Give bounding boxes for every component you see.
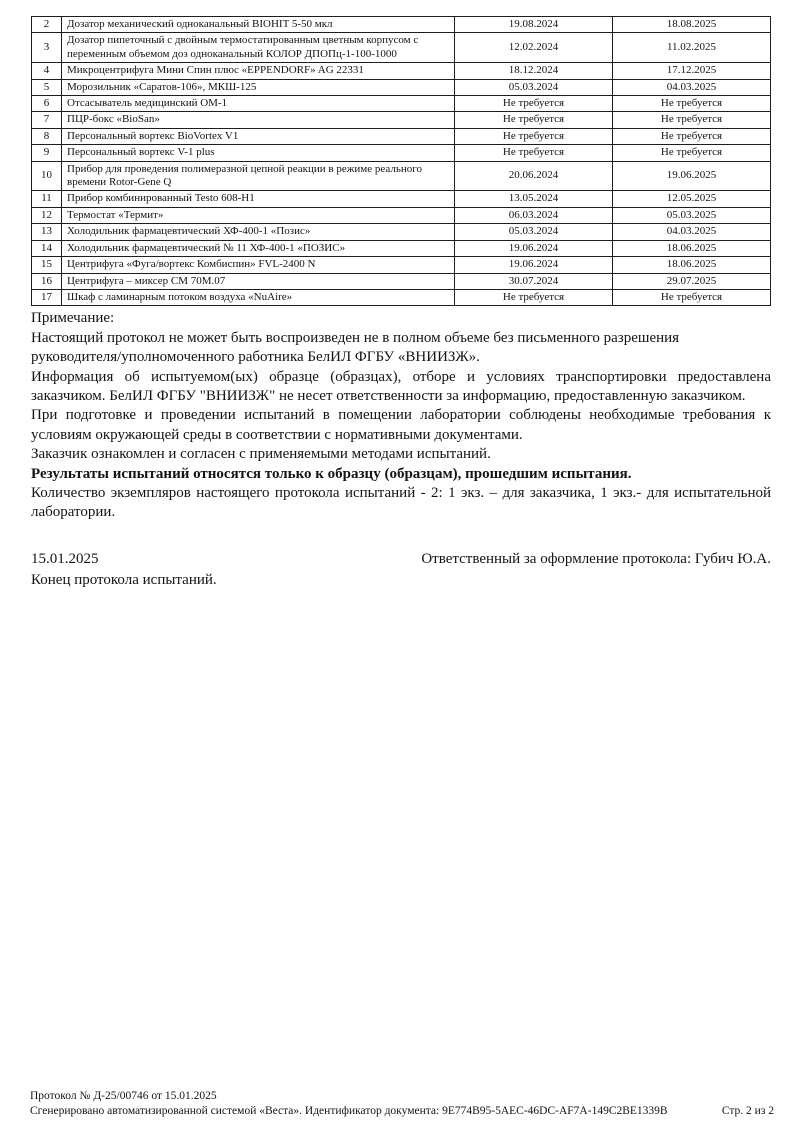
page-content bbox=[31, 16, 771, 591]
row-number-cell: 13 bbox=[32, 224, 62, 240]
table-row bbox=[32, 257, 771, 273]
next-verification-date-cell: Не требуется bbox=[613, 145, 771, 161]
table-row bbox=[32, 224, 771, 240]
next-verification-date-cell: Не требуется bbox=[613, 128, 771, 144]
equipment-name-cell: Отсасыватель медицинский ОМ-1 bbox=[62, 96, 455, 112]
table-row bbox=[32, 63, 771, 79]
equipment-name-cell: Морозильник «Саратов-106», МКШ-125 bbox=[62, 79, 455, 95]
equipment-name-cell: Дозатор механический одноканальный BIOHIT 5-50 мкл bbox=[62, 17, 455, 33]
equipment-name-cell: Микроцентрифуга Мини Спин плюс «EPPENDORF» AG 22331 bbox=[62, 63, 455, 79]
row-number-cell: 7 bbox=[32, 112, 62, 128]
row-number-cell: 3 bbox=[32, 33, 62, 63]
verification-date-cell: 19.06.2024 bbox=[455, 240, 613, 256]
table-row bbox=[32, 207, 771, 223]
row-number-cell: 15 bbox=[32, 257, 62, 273]
equipment-table bbox=[31, 16, 771, 306]
equipment-name-cell: Холодильник фармацевтический № 11 ХФ-400-1 «ПОЗИС» bbox=[62, 240, 455, 256]
next-verification-date-cell: 04.03.2025 bbox=[613, 224, 771, 240]
equipment-name-cell: Центрифуга «Фуга/вортекс Комбиспин» FVL-2400 N bbox=[62, 257, 455, 273]
table-row bbox=[32, 191, 771, 207]
row-number-cell: 5 bbox=[32, 79, 62, 95]
table-row bbox=[32, 17, 771, 33]
table-row bbox=[32, 145, 771, 161]
next-verification-date-cell: Не требуется bbox=[613, 96, 771, 112]
verification-date-cell: 30.07.2024 bbox=[455, 273, 613, 289]
next-verification-date-cell: 17.12.2025 bbox=[613, 63, 771, 79]
verification-date-cell: 05.03.2024 bbox=[455, 79, 613, 95]
note-paragraph: Количество экземпляров настоящего протокола испытаний - 2: 1 экз. – для заказчика, 1 экз.- для испытательной лаборатории. bbox=[31, 484, 771, 521]
end-of-protocol-line: Конец протокола испытаний. bbox=[31, 572, 217, 589]
table-row bbox=[32, 161, 771, 191]
row-number-cell: 8 bbox=[32, 128, 62, 144]
verification-date-cell: 13.05.2024 bbox=[455, 191, 613, 207]
next-verification-date-cell: Не требуется bbox=[613, 112, 771, 128]
row-number-cell: 10 bbox=[32, 161, 62, 191]
next-verification-date-cell: 18.06.2025 bbox=[613, 257, 771, 273]
footer-generated-line: Сгенерировано автоматизированной системой «Веста». Идентификатор документа: 9E774B95-5AEC-46DC-AF7A-149C2BE1339B bbox=[30, 1105, 668, 1117]
equipment-name-cell: Персональный вортекс BioVortex V1 bbox=[62, 128, 455, 144]
equipment-name-cell: Прибор для проведения полимеразной цепной реакции в режиме реального времени Rotor-Gene Q bbox=[62, 161, 455, 191]
row-number-cell: 4 bbox=[32, 63, 62, 79]
verification-date-cell: 12.02.2024 bbox=[455, 33, 613, 63]
next-verification-date-cell: 05.03.2025 bbox=[613, 207, 771, 223]
equipment-name-cell: Персональный вортекс V-1 plus bbox=[62, 145, 455, 161]
equipment-name-cell: Прибор комбинированный Testo 608-H1 bbox=[62, 191, 455, 207]
row-number-cell: 12 bbox=[32, 207, 62, 223]
row-number-cell: 11 bbox=[32, 191, 62, 207]
verification-date-cell: 05.03.2024 bbox=[455, 224, 613, 240]
equipment-table-body bbox=[32, 17, 771, 306]
table-row bbox=[32, 33, 771, 63]
next-verification-date-cell: 19.06.2025 bbox=[613, 161, 771, 191]
footer-protocol-line: Протокол № Д-25/00746 от 15.01.2025 bbox=[30, 1090, 217, 1102]
verification-date-cell: 18.12.2024 bbox=[455, 63, 613, 79]
notes-heading: Примечание: bbox=[31, 310, 115, 327]
signature-row bbox=[31, 550, 771, 569]
next-verification-date-cell: 04.03.2025 bbox=[613, 79, 771, 95]
responsible-person: Ответственный за оформление протокола: Губич Ю.А. bbox=[421, 550, 771, 567]
next-verification-date-cell: 29.07.2025 bbox=[613, 273, 771, 289]
next-verification-date-cell: 12.05.2025 bbox=[613, 191, 771, 207]
table-row bbox=[32, 128, 771, 144]
footer-page-number: Стр. 2 из 2 bbox=[721, 1105, 774, 1117]
table-row bbox=[32, 240, 771, 256]
equipment-name-cell: Дозатор пипеточный с двойным термостатированным цветным корпусом с переменным объемом доз одноканальный КОЛОР ДПОПц-1-100-1000 bbox=[62, 33, 455, 63]
row-number-cell: 17 bbox=[32, 289, 62, 305]
note-paragraph: Информация об испытуемом(ых) образце (образцах), отборе и условиях транспортировки предоставлена заказчиком. БелИЛ ФГБУ "ВНИИЗЖ" не несет ответственности за информацию, предоставленную заказчиком. bbox=[31, 368, 771, 404]
row-number-cell: 16 bbox=[32, 273, 62, 289]
next-verification-date-cell: 11.02.2025 bbox=[613, 33, 771, 63]
equipment-name-cell: Шкаф с ламинарным потоком воздуха «NuAire» bbox=[62, 289, 455, 305]
row-number-cell: 2 bbox=[32, 17, 62, 33]
verification-date-cell: Не требуется bbox=[455, 289, 613, 305]
note-paragraph: Заказчик ознакомлен и согласен с применяемыми методами испытаний. bbox=[31, 446, 491, 463]
next-verification-date-cell: 18.06.2025 bbox=[613, 240, 771, 256]
verification-date-cell: 06.03.2024 bbox=[455, 207, 613, 223]
verification-date-cell: Не требуется bbox=[455, 96, 613, 112]
equipment-name-cell: Центрифуга – миксер СМ 70М.07 bbox=[62, 273, 455, 289]
page-footer bbox=[30, 1089, 774, 1119]
verification-date-cell: Не требуется bbox=[455, 128, 613, 144]
equipment-name-cell: Холодильник фармацевтический ХФ-400-1 «Позис» bbox=[62, 224, 455, 240]
verification-date-cell: 19.08.2024 bbox=[455, 17, 613, 33]
footer-generated-row bbox=[30, 1104, 774, 1119]
verification-date-cell: Не требуется bbox=[455, 112, 613, 128]
row-number-cell: 6 bbox=[32, 96, 62, 112]
row-number-cell: 14 bbox=[32, 240, 62, 256]
table-row bbox=[32, 79, 771, 95]
notes-paragraphs bbox=[31, 329, 771, 523]
verification-date-cell: 19.06.2024 bbox=[455, 257, 613, 273]
note-paragraph: Настоящий протокол не может быть воспроизведен не в полном объеме без письменного разрешения руководителя/уполномоченного работника БелИЛ ФГБУ «ВНИИЗЖ». bbox=[31, 329, 680, 366]
row-number-cell: 9 bbox=[32, 145, 62, 161]
table-row bbox=[32, 96, 771, 112]
protocol-date: 15.01.2025 bbox=[31, 550, 99, 567]
notes-section bbox=[31, 309, 771, 522]
next-verification-date-cell: Не требуется bbox=[613, 289, 771, 305]
table-row bbox=[32, 273, 771, 289]
note-paragraph-bold: Результаты испытаний относятся только к образцу (образцам), прошедшим испытания. bbox=[31, 465, 632, 482]
equipment-name-cell: ПЦР-бокс «BioSan» bbox=[62, 112, 455, 128]
verification-date-cell: Не требуется bbox=[455, 145, 613, 161]
note-paragraph: При подготовке и проведении испытаний в помещении лаборатории соблюдены необходимые требования к условиям окружающей среды в соответствии с нормативными документами. bbox=[31, 407, 771, 443]
table-row bbox=[32, 112, 771, 128]
equipment-name-cell: Термостат «Термит» bbox=[62, 207, 455, 223]
next-verification-date-cell: 18.08.2025 bbox=[613, 17, 771, 33]
verification-date-cell: 20.06.2024 bbox=[455, 161, 613, 191]
table-row bbox=[32, 289, 771, 305]
